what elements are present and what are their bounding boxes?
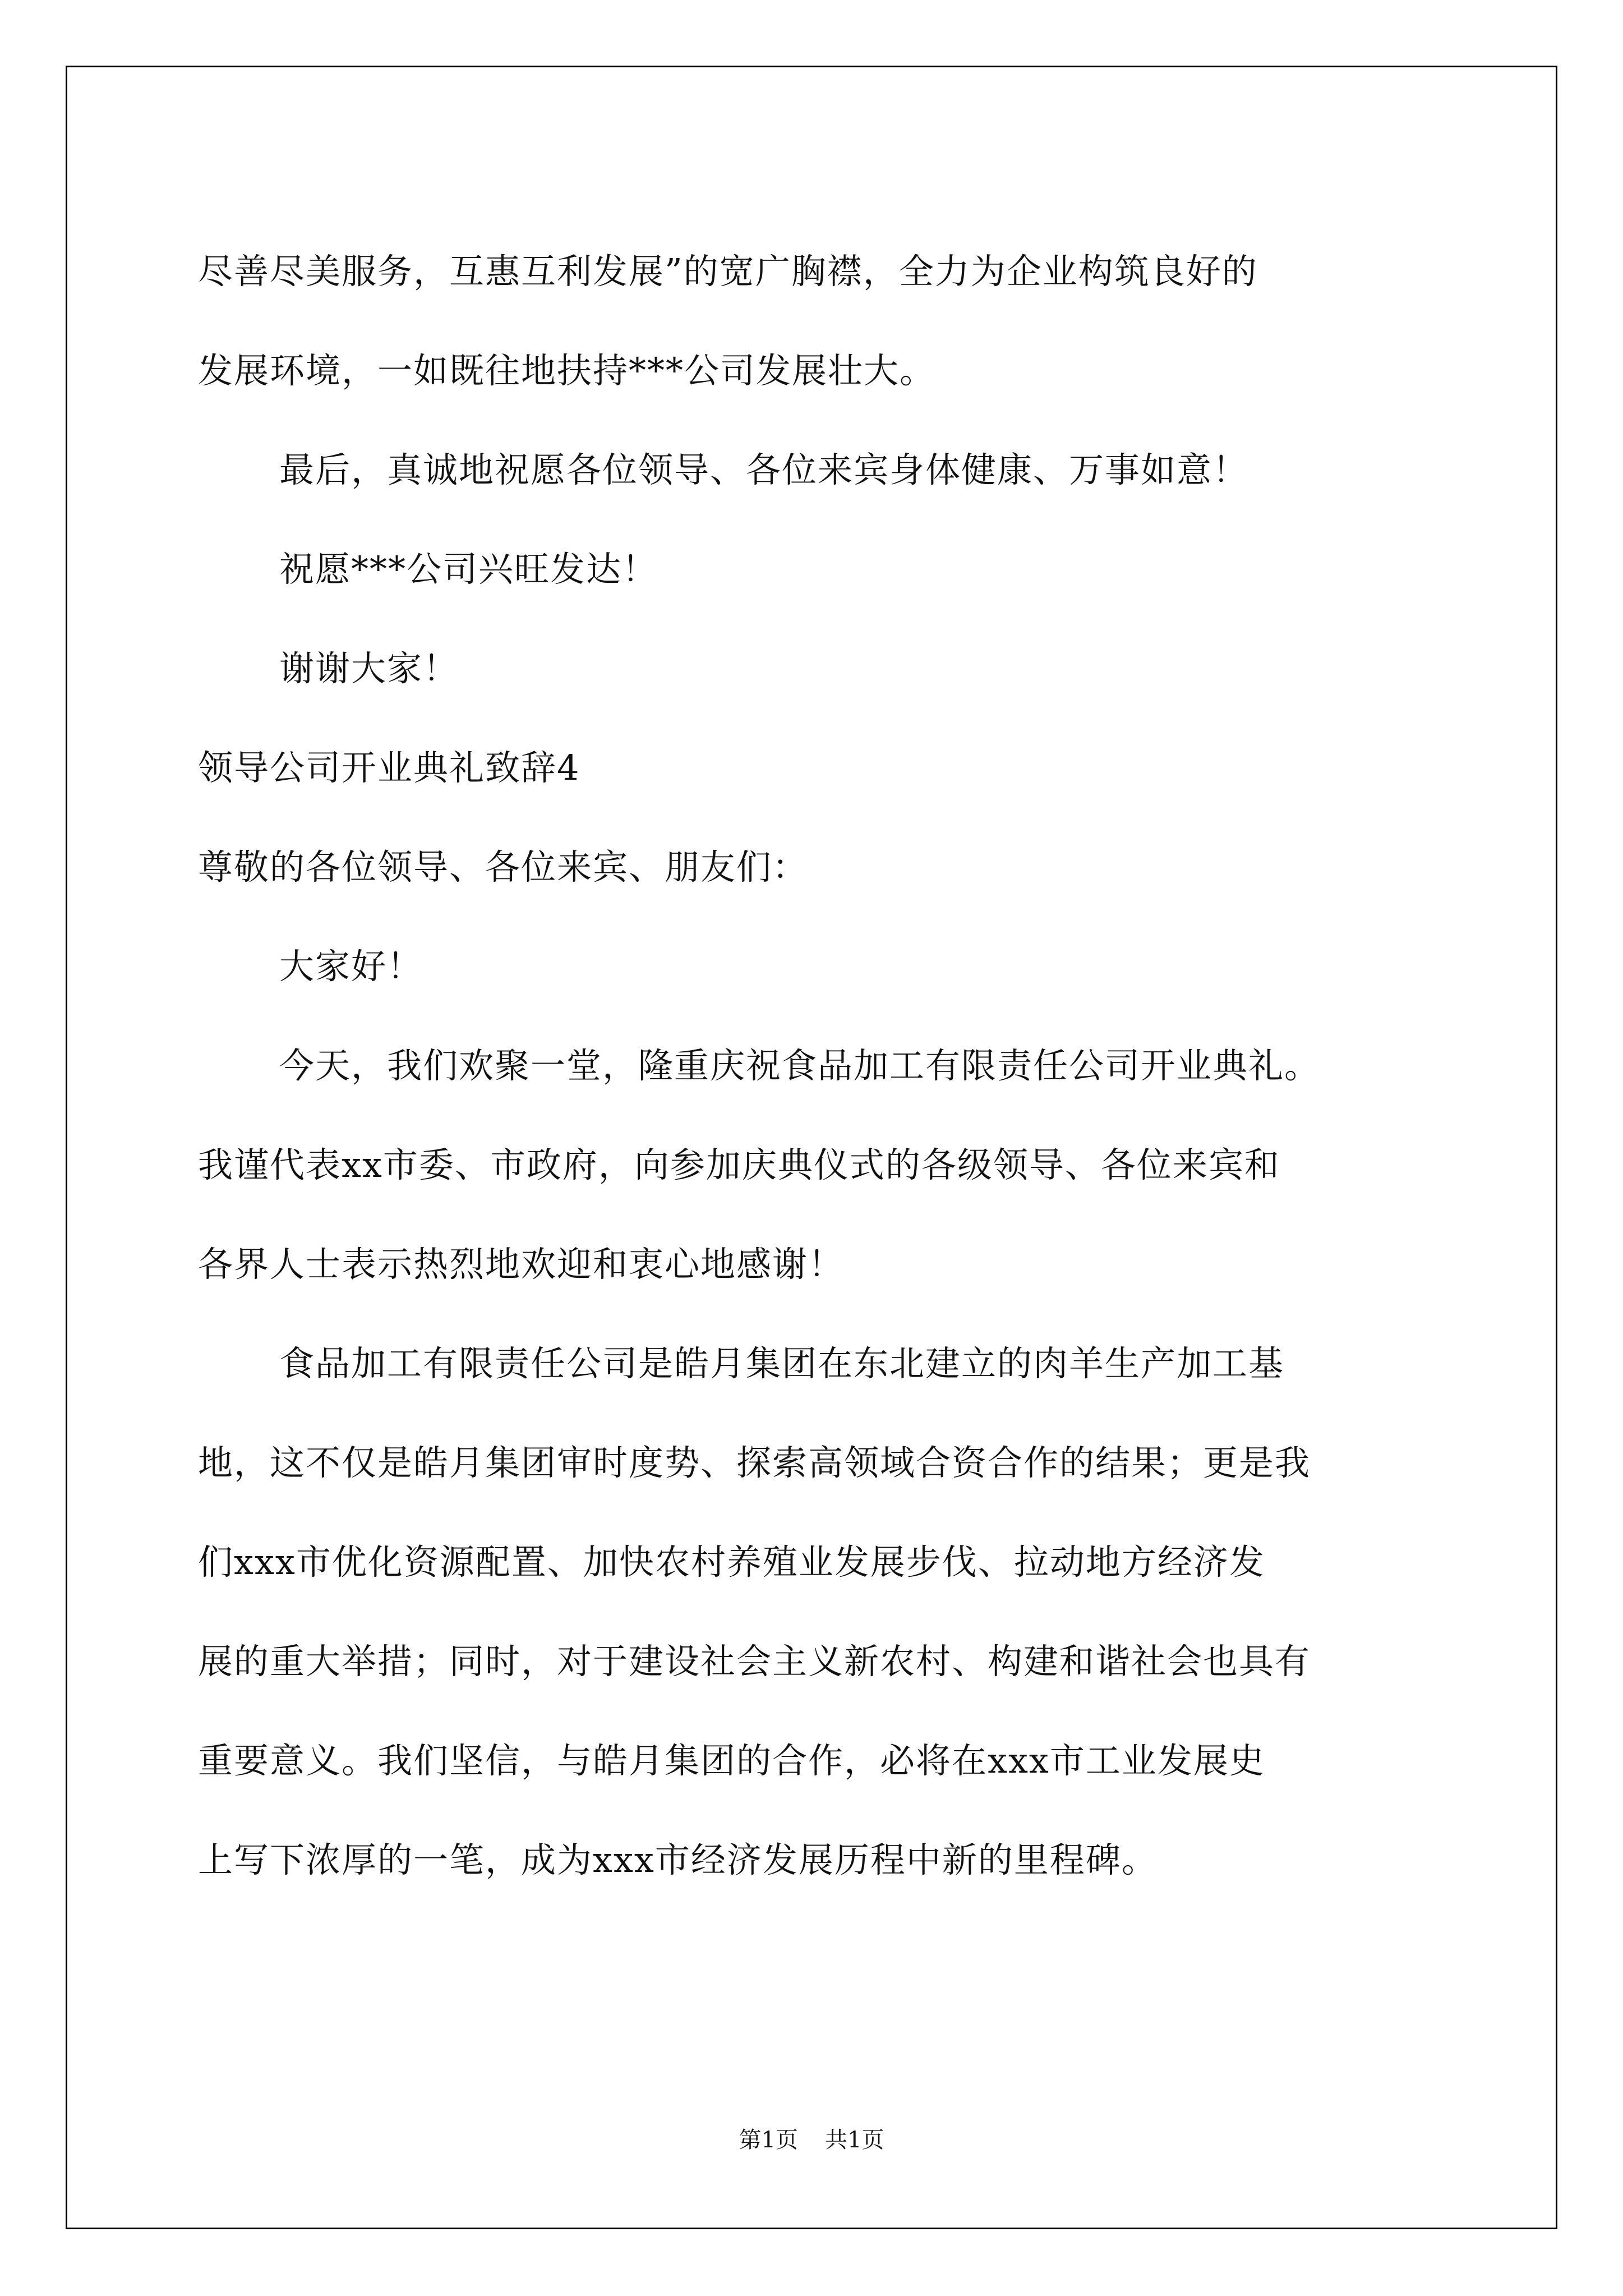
body-line: 展的重大举措；同时，对于建设社会主义新农村、构建和谐社会也具有 xyxy=(198,1641,1311,1682)
body-line: 今天，我们欢聚一堂，隆重庆祝食品加工有限责任公司开业典礼。 xyxy=(279,1045,1321,1086)
body-line: 谢谢大家！ xyxy=(279,648,459,689)
body-line: 食品加工有限责任公司是皓月集团在东北建立的肉羊生产加工基 xyxy=(279,1343,1285,1384)
page-total: 共1页 xyxy=(825,2127,884,2153)
salutation: 尊敬的各位领导、各位来宾、朋友们： xyxy=(198,846,809,887)
body-line: 我谨代表xx市委、市政府，向参加庆典仪式的各级领导、各位来宾和 xyxy=(198,1144,1280,1185)
page-footer xyxy=(0,2126,1623,2154)
body-line: 们xxx市优化资源配置、加快农村养殖业发展步伐、拉动地方经济发 xyxy=(198,1542,1265,1582)
body-line: 祝愿***公司兴旺发达！ xyxy=(279,549,658,590)
body-line: 尽善尽美服务，互惠互利发展”的宽广胸襟，全力为企业构筑良好的 xyxy=(198,251,1258,292)
body-line: 各界人士表示热烈地欢迎和衷心地感谢！ xyxy=(198,1244,845,1285)
document-body xyxy=(198,222,1426,1910)
greeting: 大家好！ xyxy=(279,946,423,987)
body-line: 发展环境，一如既往地扶持***公司发展壮大。 xyxy=(198,350,936,391)
body-line: 最后，真诚地祝愿各位领导、各位来宾身体健康、万事如意！ xyxy=(279,449,1249,490)
body-line: 重要意义。我们坚信，与皓月集团的合作，必将在xxx市工业发展史 xyxy=(198,1740,1265,1781)
page-number: 第1页 xyxy=(739,2127,798,2153)
body-line: 上写下浓厚的一笔，成为xxx市经济发展历程中新的里程碑。 xyxy=(198,1839,1158,1880)
section-heading: 领导公司开业典礼致辞4 xyxy=(198,747,580,788)
body-line: 地，这不仅是皓月集团审时度势、探索高领域合资合作的结果；更是我 xyxy=(198,1442,1311,1483)
